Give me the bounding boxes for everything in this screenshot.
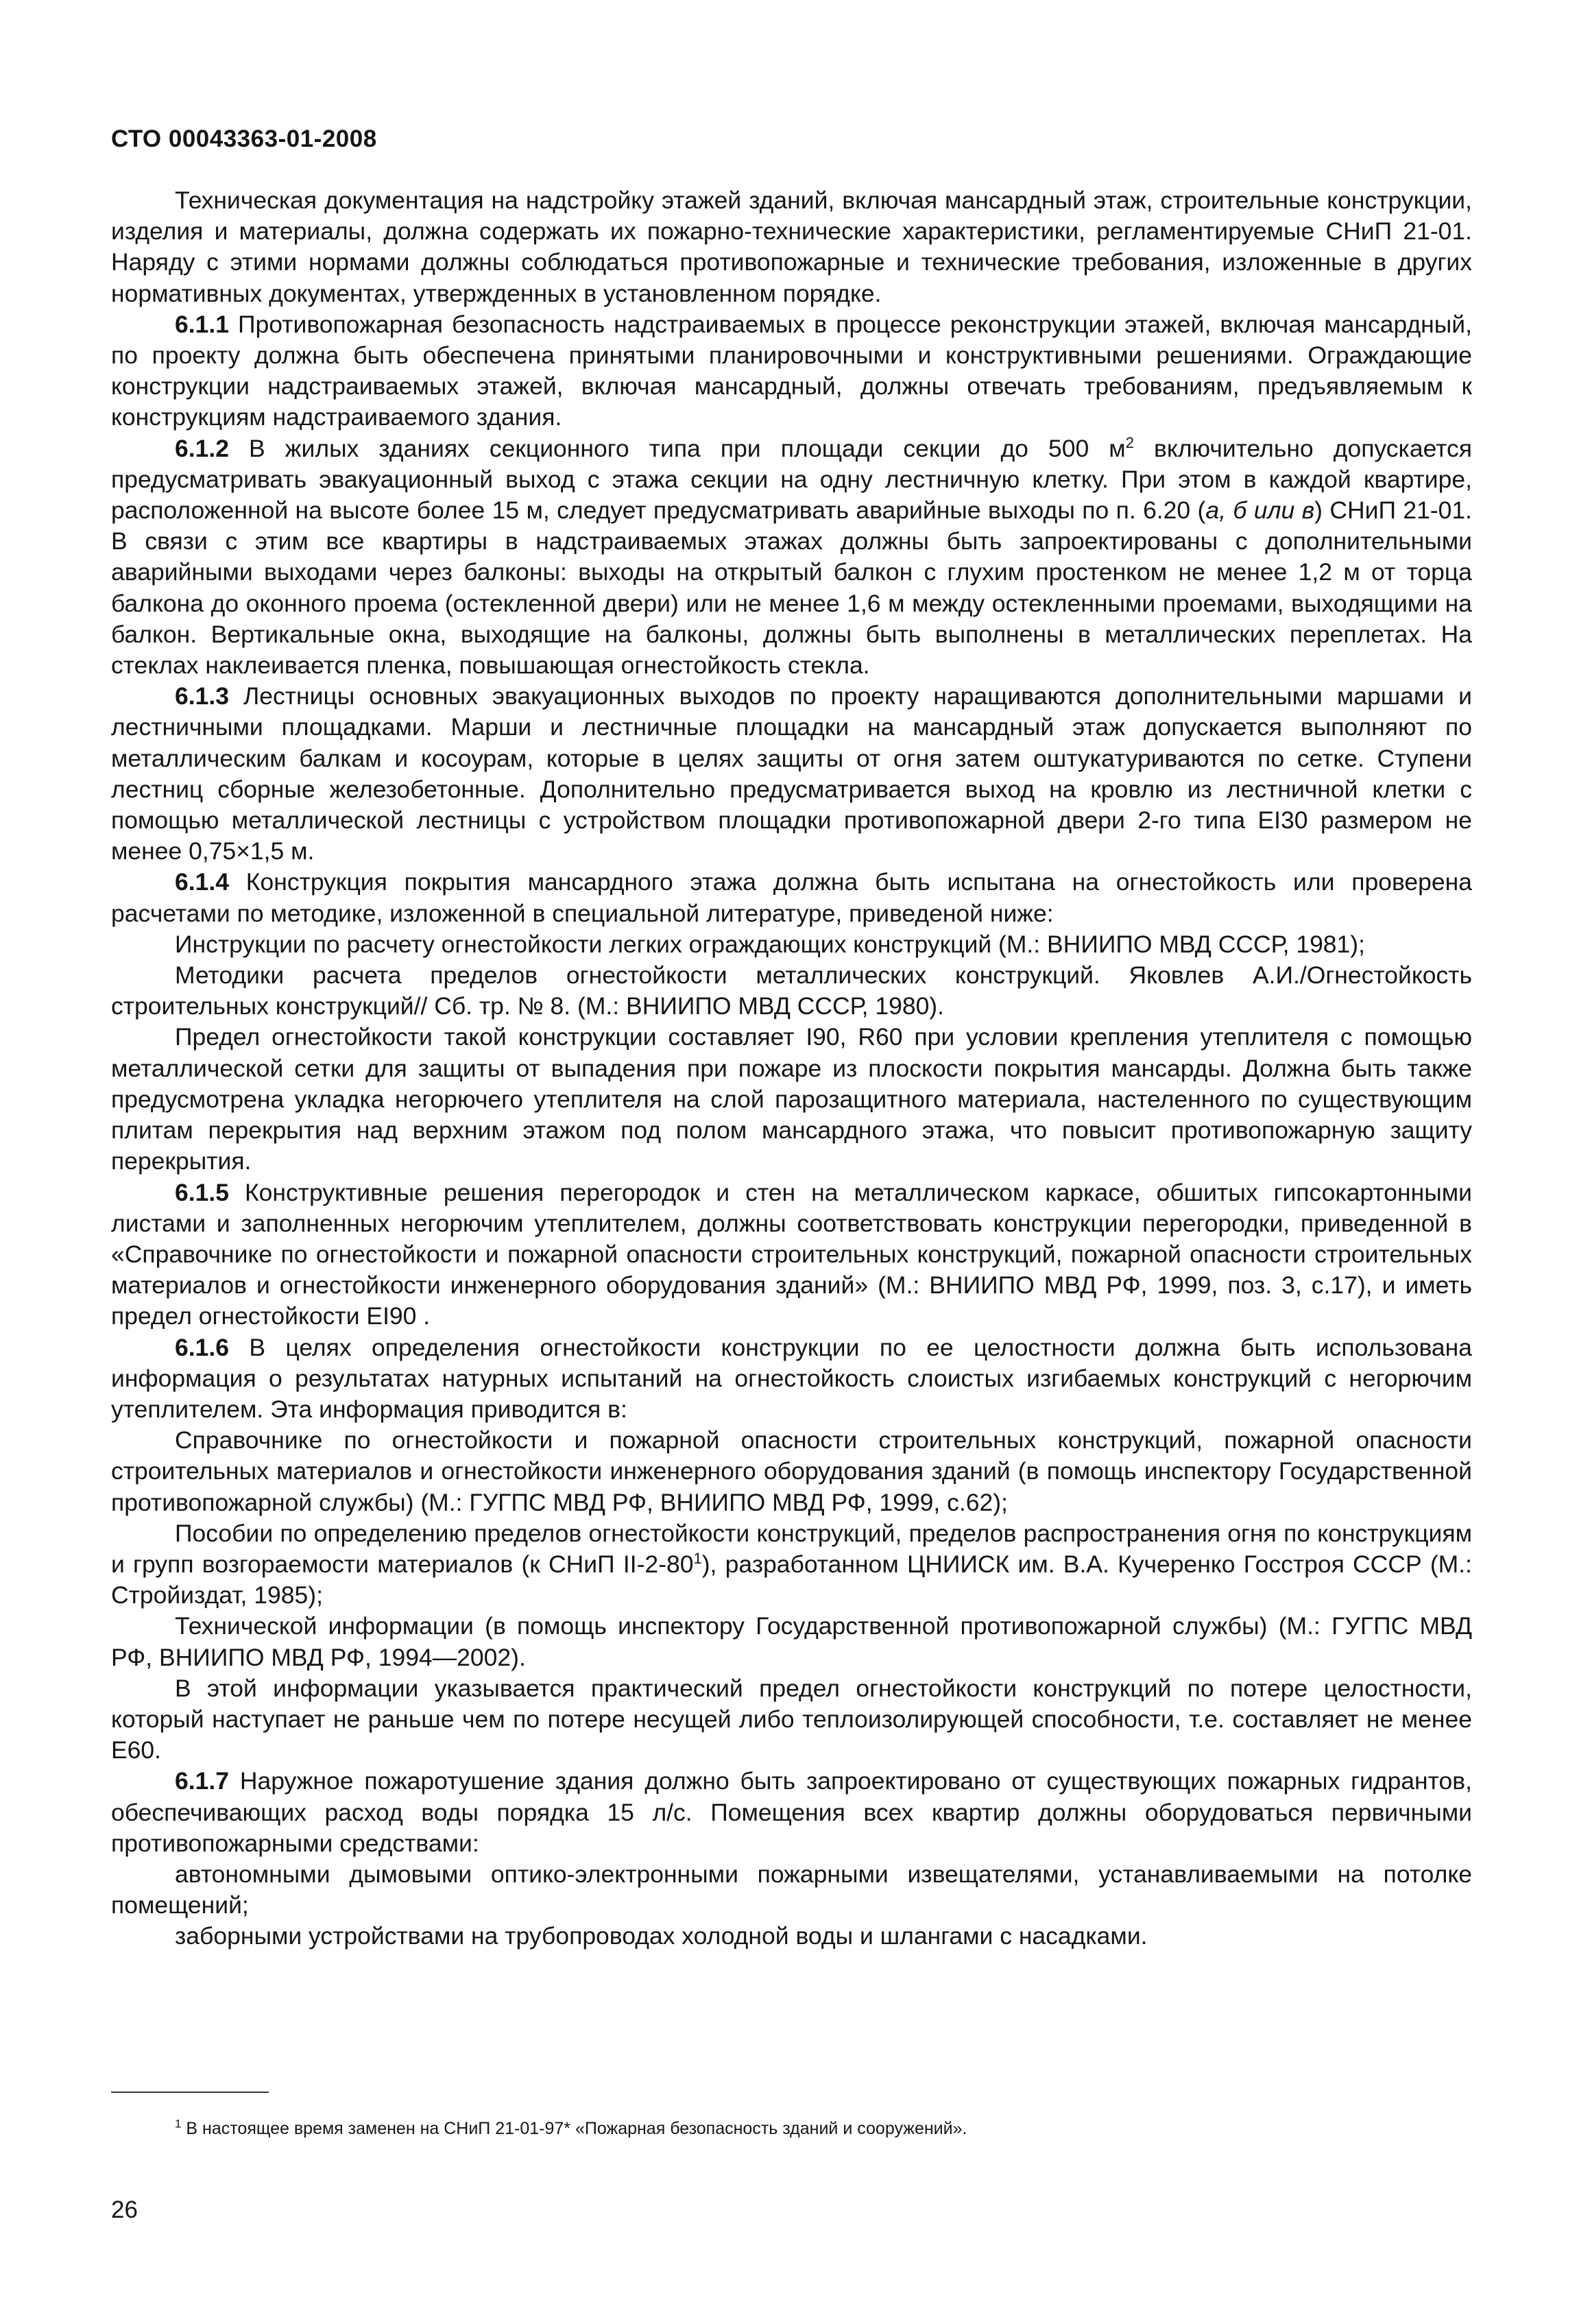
page-number: 26 xyxy=(111,2196,138,2223)
reference-item: Справочнике по огнестойкости и пожарной опасности строительных конструкций, пожарной опасности строительных материалов и огнестойкости инженерного оборудования зданий (в помощь инспектору Государственной противопожарной службы) (М.: ГУГПС МВД РФ, ВНИИПО МВД РФ, 1999, с.62); xyxy=(111,1426,1472,1516)
paragraph-text: В целях определения огнестойкости конструкции по ее целостности должна быть использована информация о результатах натурных испытаний на огнестойкость слоистых изгибаемых конструкций с негорючим утеплителем. Эта информация приводится в: xyxy=(111,1333,1472,1423)
footnote-marker: 1 xyxy=(693,1550,702,1568)
reference-item: Технической информации (в помощь инспектору Государственной противопожарной службы) (М.: ГУГПС МВД РФ, ВНИИПО МВД РФ, 1994—2002). xyxy=(111,1612,1472,1671)
section-number: 6.1.6 xyxy=(175,1333,229,1361)
footnote xyxy=(111,2118,1472,2140)
paragraph-text: Конструкция покрытия мансардного этажа должна быть испытана на огнестойкость или проверена расчетами по методике, изложенной в специальной литературе, приведеной ниже: xyxy=(111,868,1472,927)
section-number: 6.1.4 xyxy=(175,868,229,896)
paragraph-6-1-3 xyxy=(111,681,1472,867)
italic-text: а, б или в xyxy=(1205,496,1315,525)
paragraph-6-1-5 xyxy=(111,1177,1472,1332)
footnote-marker: 1 xyxy=(175,2117,182,2131)
body-text xyxy=(111,185,1472,1952)
list-item: заборными устройствами на трубопроводах холодной воды и шлангами с насадками. xyxy=(175,1922,1148,1950)
paragraph: Предел огнестойкости такой конструкции составляет I90, R60 при условии крепления утеплителя с помощью металлической сетки для защиты от выпадения при пожаре из плоскости покрытия мансарды. Должна быть также предусмотрена укладка негорючего утеплителя на слой парозащитного материала, настеленного по существующим плитам перекрытия над верхним этажом под полом мансардного этажа, что повысит противопожарную защиту перекрытия. xyxy=(111,1023,1472,1175)
section-number: 6.1.1 xyxy=(175,310,229,338)
paragraph-text: Лестницы основных эвакуационных выходов по проекту наращиваются дополнительными маршами и лестничными площадками. Марши и лестничные площадки на мансардный этаж допускается выполняют по металлическим балкам и косоурам, которые в целях защиты от огня затем оштукатуриваются по сетке. Ступени лестниц сборные железобетонные. Дополнительно предусматривается выход на кровлю из лестничной клетки с помощью металлической лестницы с устройством площадки противопожарной двери 2-го типа EI30 размером не менее 0,75×1,5 м. xyxy=(111,682,1472,865)
superscript: 2 xyxy=(1125,433,1134,451)
paragraph-6-1-7 xyxy=(111,1766,1472,1859)
paragraph-6-1-6 xyxy=(111,1332,1472,1426)
paragraph-text: Конструктивные решения перегородок и стен на металлическом каркасе, обшитых гипсокартонными листами и заполненных негорючим утеплителем, должны соответствовать конструкции перегородки, приведенной в «Справочнике по огнестойкости и пожарной опасности строительных конструкций, пожарной опасности строительных материалов и огнестойкости инженерного оборудования зданий» (М.: ВНИИПО МВД РФ, 1999, поз. 3, с.17), и иметь предел огнестойкости EI90 . xyxy=(111,1178,1472,1330)
section-number: 6.1.5 xyxy=(175,1178,229,1206)
paragraph-6-1-1 xyxy=(111,309,1472,433)
reference-text: ), разработанном ЦНИИСК им. В.А. Кучеренко Госстроя СССР (М.: Стройиздат, 1985); xyxy=(111,1550,1472,1609)
paragraph-text: Наружное пожаротушение здания должно быть запроектировано от существующих пожарных гидрантов, обеспечивающих расход воды порядка 15 л/с. Помещения всех квартир должны оборудоваться первичными противопожарными средствами: xyxy=(111,1767,1472,1857)
paragraph-6-1-2 xyxy=(111,433,1472,682)
paragraph-6-1-4 xyxy=(111,867,1472,929)
intro-paragraph: Техническая документация на надстройку этажей зданий, включая мансардный этаж, строительные конструкции, изделия и материалы, должна содержать их пожарно-технические характеристики, регламентируемые СНиП 21-01. Наряду с этими нормами должны соблюдаться противопожарные и технические требования, изложенные в других нормативных документах, утвержденных в установленном порядке. xyxy=(111,187,1472,307)
footnote-text: В настоящее время заменен на СНиП 21-01-97* «Пожарная безопасность зданий и сооружений». xyxy=(181,2119,967,2138)
paragraph: В этой информации указывается практический предел огнестойкости конструкций по потере целостности, который наступает не раньше чем по потере несущей либо теплоизолирующей способности, т.е. составляет не менее E60. xyxy=(111,1674,1472,1764)
paragraph-text: включительно допускается предусматривать эвакуационный выход с этажа секции на одну лестничную клетку. При этом в каждой квартире, расположенной на высоте более 15 м, следует предусматривать аварийные выходы по п. 6.20 ( xyxy=(111,434,1472,525)
reference-item: Методики расчета пределов огнестойкости металлических конструкций. Яковлев А.И./Огнестойкость строительных конструкций// Сб. тр. № 8. (М.: ВНИИПО МВД СССР, 1980). xyxy=(111,961,1472,1020)
section-number: 6.1.3 xyxy=(175,682,229,710)
section-number: 6.1.2 xyxy=(175,434,229,462)
reference-item xyxy=(111,1518,1472,1612)
list-item: автономными дымовыми оптико-электронными пожарными извещателями, устанавливаемыми на потолке помещений; xyxy=(111,1860,1472,1919)
paragraph-text: Противопожарная безопасность надстраиваемых в процессе реконструкции этажей, включая мансардный, по проекту должна быть обеспечена принятыми планировочными и конструктивными решениями. Ограждающие конструкции надстраиваемых этажей, включая мансардный, должны отвечать требованиям, предъявляемым к конструкциям надстраиваемого здания. xyxy=(111,310,1472,431)
reference-item: Инструкции по расчету огнестойкости легких ограждающих конструкций (М.: ВНИИПО МВД СССР, 1981); xyxy=(175,930,1365,958)
paragraph-text: В жилых зданиях секционного типа при площади секции до 500 м xyxy=(249,434,1126,462)
document-code: СТО 00043363-01-2008 xyxy=(111,125,377,152)
paragraph-text: ) СНиП 21-01. В связи с этим все квартиры в надстраиваемых этажах должны быть запроектированы с дополнительными аварийными выходами через балконы: выходы на открытый балкон с глухим простенком не менее 1,2 м от торца балкона до оконного проема (остекленной двери) или не менее 1,6 м между остекленными проемами, выходящими на балкон. Вертикальные окна, выходящие на балконы, должны быть выполнены в металлических переплетах. На стеклах наклеивается пленка, повышающая огнестойкость стекла. xyxy=(111,496,1473,680)
section-number: 6.1.7 xyxy=(175,1767,229,1795)
footnote-divider xyxy=(111,2092,269,2093)
reference-text: Пособии по определению пределов огнестойкости конструкций, пределов распространения огня по конструкциям и групп возгораемости материалов (к СНиП II-2-80 xyxy=(111,1519,1472,1578)
